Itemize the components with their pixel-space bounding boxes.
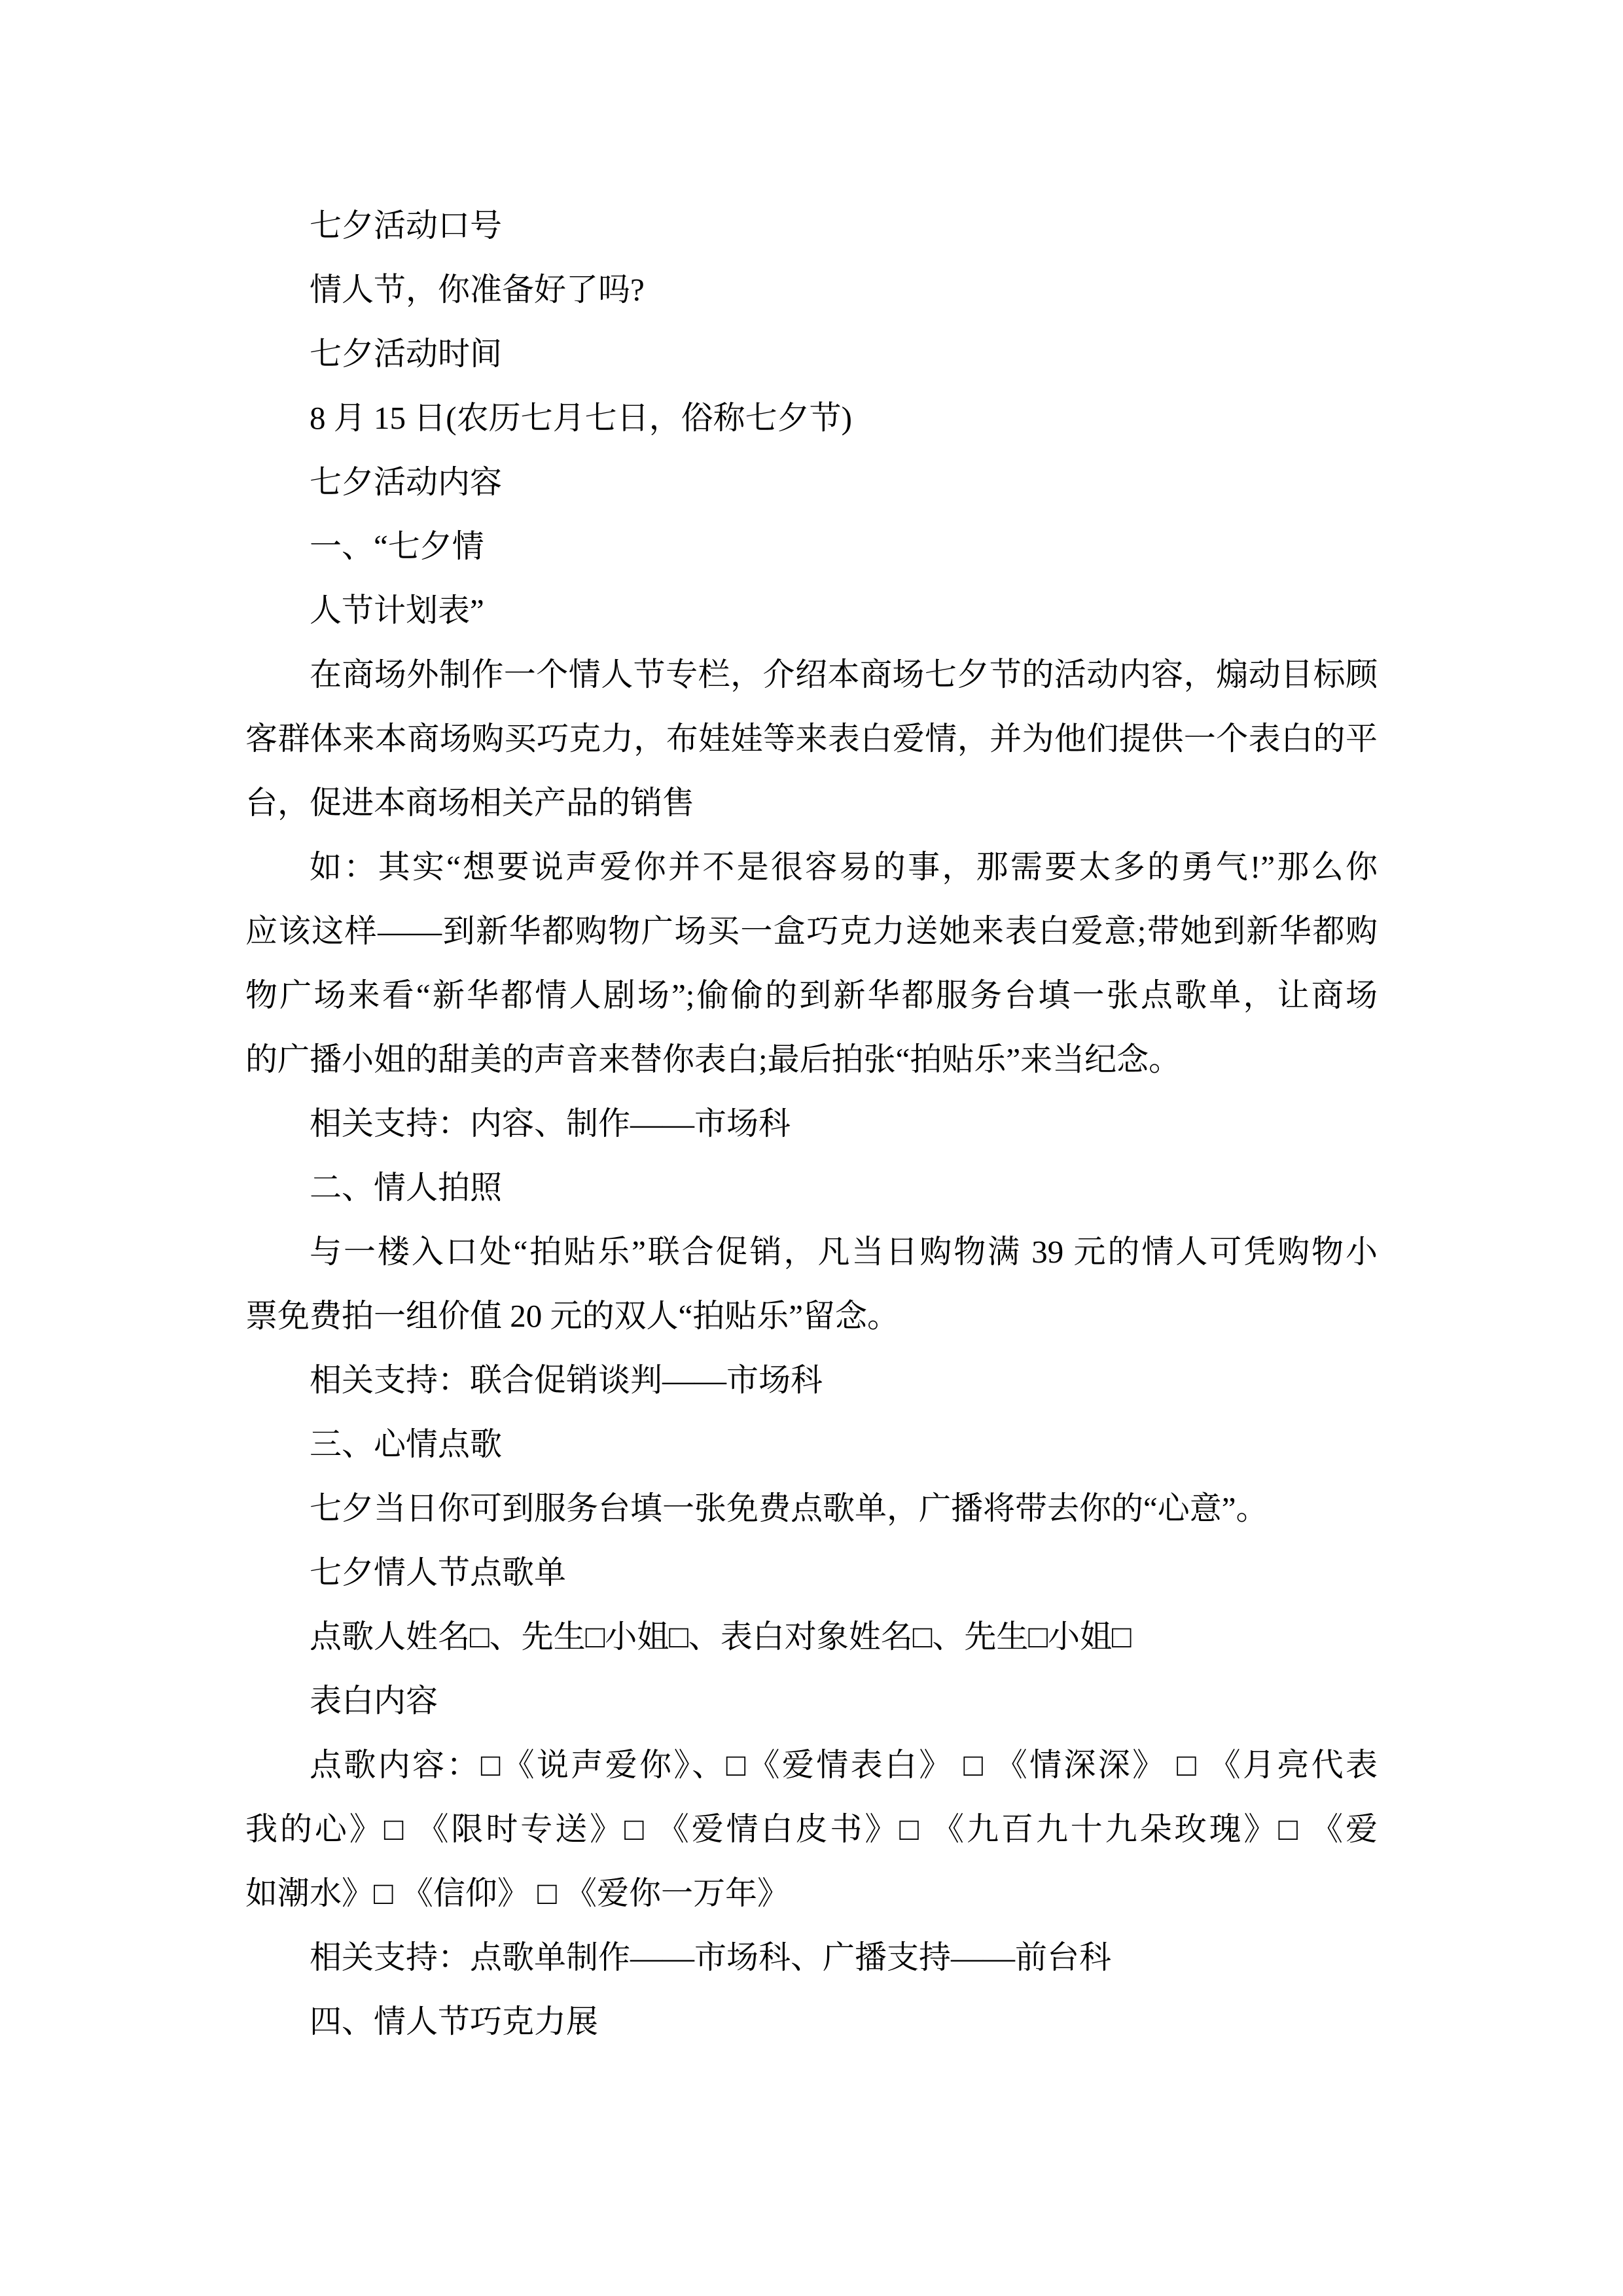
text-line: 的广播小姐的甜美的声音来替你表白;最后拍张“拍贴乐”来当纪念。 — [245, 1041, 1181, 1077]
text-line: 如潮水》□ 《信仰》 □ 《爱你一万年》 — [245, 1875, 789, 1911]
text-line: 8 月 15 日(农历七月七日，俗称七夕节) — [310, 400, 852, 436]
text-line: 在商场外制作一个情人节专栏，介绍本商场七夕节的活动内容，煽动目标顾 — [310, 656, 1378, 692]
text-line: 七夕活动内容 — [310, 464, 503, 500]
text-line: 情人节，你准备好了吗? — [310, 272, 645, 308]
text-line: 四、情人节巧克力展 — [310, 2003, 599, 2039]
text-line: 相关支持：联合促销谈判——市场科 — [310, 1362, 823, 1398]
text-line: 相关支持：点歌单制作——市场科、广播支持——前台科 — [310, 1939, 1112, 1975]
text-line: 如：其实“想要说声爱你并不是很容易的事，那需要太多的勇气!”那么你 — [310, 849, 1378, 885]
text-line: 人节计划表” — [310, 592, 484, 628]
text-line: 与一楼入口处“拍贴乐”联合促销，凡当日购物满 39 元的情人可凭购物小 — [310, 1234, 1378, 1270]
text-line: 七夕活动口号 — [310, 207, 503, 243]
text-line: 七夕情人节点歌单 — [310, 1554, 567, 1590]
document-body — [245, 194, 1378, 2054]
text-line: 点歌人姓名□、先生□小姐□、表白对象姓名□、先生□小姐□ — [310, 1619, 1132, 1655]
text-line: 应该这样——到新华都购物广场买一盒巧克力送她来表白爱意;带她到新华都购 — [245, 913, 1378, 949]
text-line: 我的心》□ 《限时专送》□ 《爱情白皮书》□ 《九百九十九朵玫瑰》□ 《爱 — [245, 1811, 1378, 1847]
text-line: 台，促进本商场相关产品的销售 — [245, 785, 695, 821]
text-line: 物广场来看“新华都情人剧场”;偷偷的到新华都服务台填一张点歌单，让商场 — [245, 977, 1378, 1013]
text-line: 点歌内容：□《说声爱你》、□《爱情表白》 □ 《情深深》 □ 《月亮代表 — [310, 1747, 1378, 1783]
text-line: 客群体来本商场购买巧克力，布娃娃等来表白爱情，并为他们提供一个表白的平 — [245, 721, 1378, 757]
text-line: 相关支持：内容、制作——市场科 — [310, 1105, 791, 1141]
text-line: 七夕当日你可到服务台填一张免费点歌单，广播将带去你的“心意”。 — [310, 1490, 1268, 1526]
text-line: 七夕活动时间 — [310, 336, 503, 372]
text-line: 二、情人拍照 — [310, 1170, 503, 1206]
text-line: 票免费拍一组价值 20 元的双人“拍贴乐”留念。 — [245, 1298, 899, 1334]
text-line: 一、“七夕情 — [310, 528, 484, 564]
text-line: 表白内容 — [310, 1683, 438, 1719]
text-line: 三、心情点歌 — [310, 1426, 503, 1462]
